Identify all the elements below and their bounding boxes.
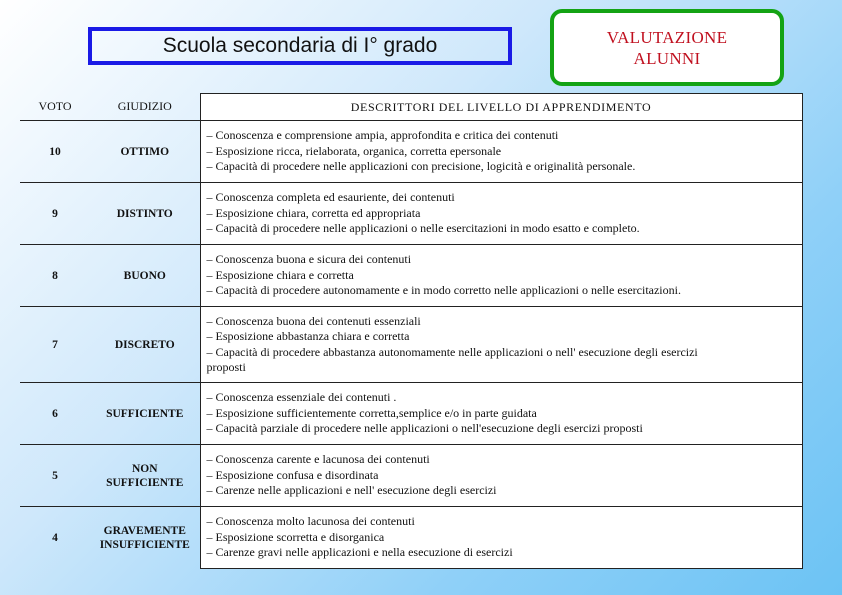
- descriptor-line: proposti: [206, 360, 246, 374]
- judgement-label: OTTIMO: [120, 145, 170, 158]
- judgement-label: DISTINTO: [116, 207, 173, 220]
- judgement-label: BUONO: [123, 269, 166, 282]
- descriptor-line: – Esposizione ricca, rielaborata, organica, corretta epersonale: [206, 143, 502, 158]
- descriptor-line: – Conoscenza e comprensione ampia, approfondita e critica dei contenuti: [206, 128, 559, 143]
- vote-cell: 4: [20, 507, 90, 569]
- table-row: [20, 121, 802, 183]
- table-row: [20, 183, 802, 245]
- column-header-descriptors: DESCRITTORI DEL LIVELLO DI APPRENDIMENTO: [200, 94, 802, 121]
- descriptor-cell: [200, 445, 802, 507]
- table-row: [20, 307, 802, 383]
- school-title-box: [88, 27, 512, 65]
- descriptor-line: – Esposizione chiara, corretta ed appropriata: [206, 205, 421, 220]
- judgement-label: GRAVEMENTE: [103, 524, 186, 537]
- descriptor-line: – Esposizione chiara e corretta: [206, 267, 354, 282]
- descriptor-cell: [200, 121, 802, 183]
- evaluation-title-box: [550, 9, 784, 86]
- descriptor-line: – Capacità di procedere autonomamente e in modo corretto nelle applicazioni o nelle esercitazioni.: [206, 283, 681, 298]
- descriptor-line: – Capacità di procedere nelle applicazioni o nelle esercitazioni in modo esatto e completo.: [206, 221, 640, 236]
- judgement-label: INSUFFICIENTE: [99, 538, 190, 551]
- table-row: [20, 245, 802, 307]
- descriptor-cell: [200, 245, 802, 307]
- descriptor-cell: [200, 307, 802, 383]
- table-row: [20, 507, 802, 569]
- descriptor-line: – Conoscenza buona e sicura dei contenuti: [206, 252, 412, 267]
- vote-cell: 8: [20, 245, 90, 307]
- descriptor-line: – Esposizione abbastanza chiara e corretta: [206, 329, 410, 343]
- judgement-cell: [90, 507, 200, 569]
- judgement-cell: [90, 121, 200, 183]
- descriptor-line: – Conoscenza carente e lacunosa dei contenuti: [206, 452, 430, 467]
- column-header-judgement: GIUDIZIO: [117, 99, 172, 114]
- judgement-cell: [90, 445, 200, 507]
- table-header-row: [20, 94, 802, 121]
- judgement-label: SUFFICIENTE: [106, 407, 184, 420]
- descriptor-line: – Esposizione confusa e disordinata: [206, 467, 379, 482]
- vote-cell: 6: [20, 383, 90, 445]
- descriptor-cell: [200, 507, 802, 569]
- judgement-cell: [90, 245, 200, 307]
- descriptor-line: – Capacità di procedere nelle applicazioni con precisione, logicità e originalità personale.: [206, 159, 636, 174]
- vote-cell: 7: [20, 307, 90, 383]
- descriptor-cell: [200, 383, 802, 445]
- descriptor-line: – Esposizione sufficientemente corretta,semplice e/o in parte guidata: [206, 405, 537, 420]
- descriptor-line: – Capacità di procedere abbastanza autonomamente nelle applicazioni o nell' esecuzione degli esercizi: [206, 344, 698, 359]
- table-row: [20, 383, 802, 445]
- evaluation-title-line1: VALUTAZIONE: [606, 27, 728, 47]
- school-title: Scuola secondaria di I° grado: [162, 34, 438, 57]
- table-row: [20, 445, 802, 507]
- vote-cell: 10: [20, 121, 90, 183]
- judgement-cell: [90, 307, 200, 383]
- descriptor-line: – Conoscenza essenziale dei contenuti .: [206, 390, 397, 405]
- descriptor-cell: [200, 183, 802, 245]
- judgement-cell: [90, 383, 200, 445]
- vote-cell: 5: [20, 445, 90, 507]
- descriptor-line: – Capacità parziale di procedere nelle applicazioni o nell'esecuzione degli esercizi proposti: [206, 421, 643, 436]
- descriptor-line: – Esposizione scorretta e disorganica: [206, 529, 385, 544]
- judgement-cell: [90, 183, 200, 245]
- descriptor-line: – Conoscenza completa ed esauriente, dei contenuti: [206, 190, 455, 205]
- vote-cell: 9: [20, 183, 90, 245]
- descriptor-line: – Carenze nelle applicazioni e nell' esecuzione degli esercizi: [206, 483, 497, 498]
- descriptor-line: – Conoscenza buona dei contenuti essenziali: [206, 313, 421, 328]
- judgement-label: SUFFICIENTE: [106, 476, 184, 489]
- descriptor-line: – Conoscenza molto lacunosa dei contenuti: [206, 514, 415, 529]
- column-header-vote: VOTO: [38, 99, 72, 114]
- judgement-label: NON: [131, 462, 158, 475]
- grading-table: [20, 93, 803, 569]
- evaluation-title-line2: ALUNNI: [633, 48, 701, 68]
- judgement-label: DISCRETO: [114, 338, 175, 351]
- descriptor-line: – Carenze gravi nelle applicazioni e nella esecuzione di esercizi: [206, 545, 513, 560]
